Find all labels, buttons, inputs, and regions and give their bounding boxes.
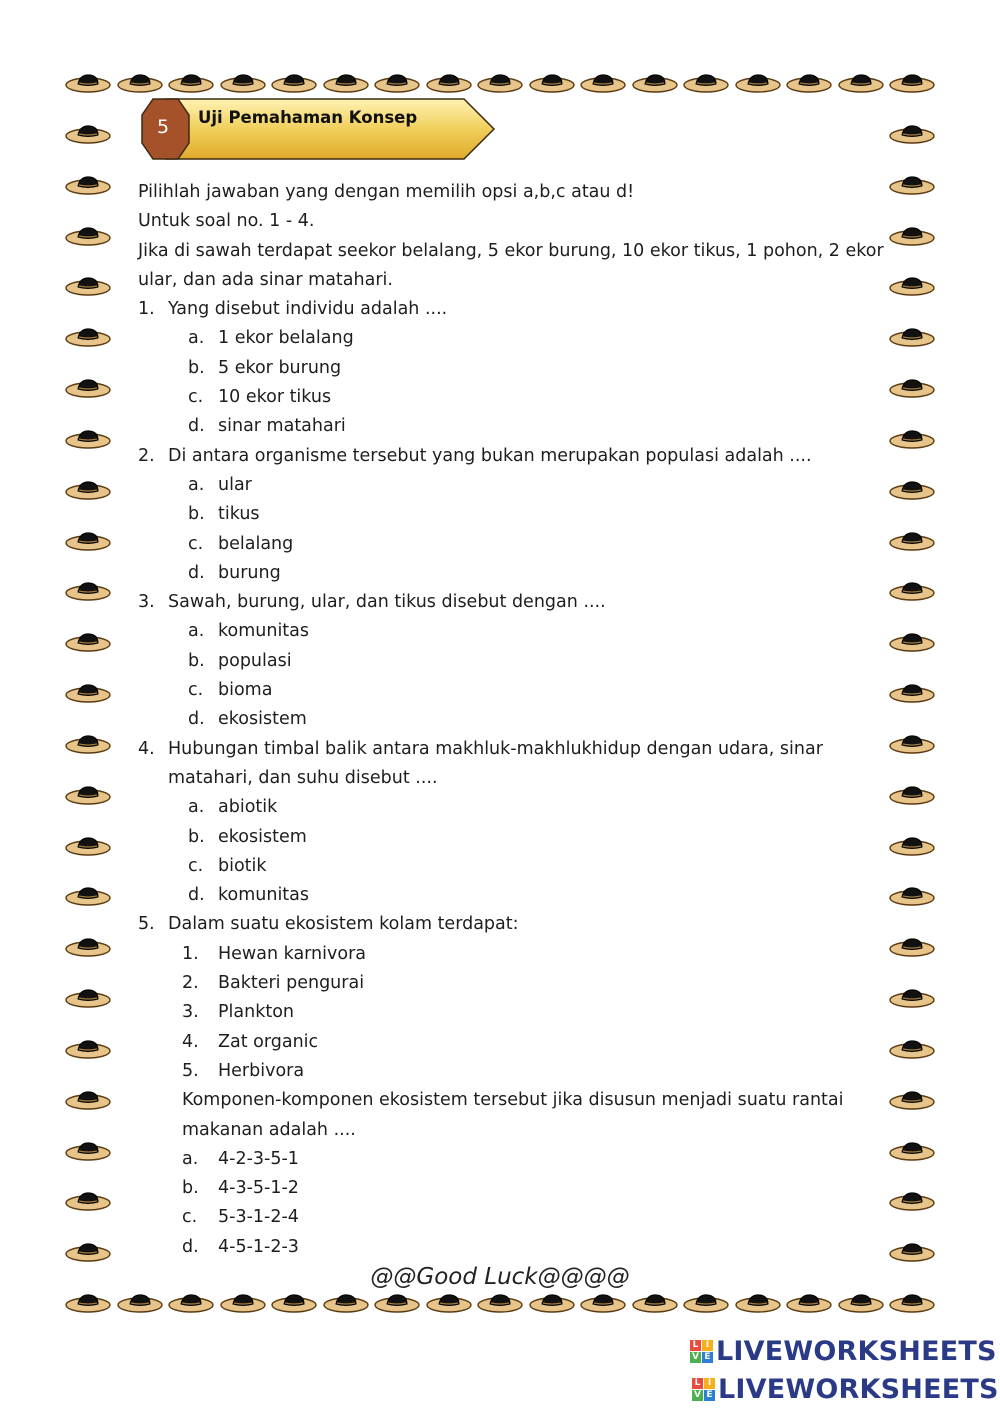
- option-text: populasi: [218, 650, 292, 671]
- option-text: sinar matahari: [218, 416, 346, 437]
- hat-icon: [888, 225, 936, 247]
- option-1d[interactable]: [138, 412, 868, 441]
- option-letter: c.: [188, 680, 204, 701]
- hat-icon: [167, 72, 215, 94]
- option-letter: d.: [188, 562, 205, 583]
- hat-icon: [167, 1292, 215, 1314]
- hat-icon: [64, 1241, 112, 1263]
- option-letter: d.: [182, 1236, 199, 1257]
- hat-icon: [64, 72, 112, 94]
- hat-icon: [785, 1292, 833, 1314]
- option-letter: a.: [188, 797, 205, 818]
- hat-icon: [888, 1190, 936, 1212]
- question-text: matahari, dan suhu disebut ....: [168, 767, 438, 788]
- hat-icon: [64, 377, 112, 399]
- question-5-prompt: makanan adalah ....: [182, 1119, 356, 1140]
- option-text: ular: [218, 474, 252, 495]
- item-text: Plankton: [218, 1002, 295, 1023]
- liveworksheets-logo-icon: [690, 1340, 713, 1363]
- item-text: Hewan karnivora: [218, 943, 366, 964]
- option-letter: b.: [188, 826, 205, 847]
- hat-icon: [888, 987, 936, 1009]
- hat-icon: [888, 682, 936, 704]
- question-number: 2.: [138, 445, 155, 466]
- watermark-text: LIVEWORKSHEETS: [716, 1336, 997, 1367]
- hat-icon: [476, 72, 524, 94]
- logo-letter: V: [692, 1390, 703, 1401]
- hat-icon: [837, 1292, 885, 1314]
- hat-icon: [888, 123, 936, 145]
- option-3a[interactable]: [138, 617, 868, 646]
- hat-icon: [64, 479, 112, 501]
- option-5a[interactable]: [138, 1145, 868, 1174]
- component-item: [138, 998, 868, 1027]
- question-number: 3.: [138, 592, 155, 613]
- hat-icon: [476, 1292, 524, 1314]
- question-text: Dalam suatu ekosistem kolam terdapat:: [168, 914, 519, 935]
- hat-icon: [425, 72, 473, 94]
- hat-icon: [888, 428, 936, 450]
- option-letter: b.: [188, 357, 205, 378]
- question-4: [138, 735, 868, 764]
- logo-letter: E: [704, 1390, 715, 1401]
- hat-icon: [579, 1292, 627, 1314]
- option-text: ekosistem: [218, 709, 307, 730]
- hat-icon: [888, 1038, 936, 1060]
- option-text: bioma: [218, 680, 273, 701]
- logo-letter: L: [692, 1378, 703, 1389]
- option-5c[interactable]: [138, 1203, 868, 1232]
- item-number: 2.: [182, 973, 199, 994]
- hat-icon: [116, 72, 164, 94]
- section-banner: [138, 98, 498, 160]
- question-number: 5.: [138, 914, 155, 935]
- hat-icon: [64, 1292, 112, 1314]
- option-letter: b.: [182, 1178, 199, 1199]
- hat-icon: [270, 1292, 318, 1314]
- question-1: [138, 295, 868, 324]
- item-text: Zat organic: [218, 1031, 319, 1052]
- option-text: abiotik: [218, 797, 278, 818]
- hat-icon: [219, 1292, 267, 1314]
- option-3c[interactable]: [138, 676, 868, 705]
- hat-icon: [888, 784, 936, 806]
- hat-icon: [373, 72, 421, 94]
- option-text: 4-5-1-2-3: [218, 1236, 299, 1257]
- option-text: tikus: [218, 504, 260, 525]
- hat-icon: [888, 275, 936, 297]
- instruction-line: Untuk soal no. 1 - 4.: [138, 211, 315, 232]
- option-letter: c.: [182, 1207, 198, 1228]
- question-number: 1.: [138, 299, 155, 320]
- hat-icon: [888, 835, 936, 857]
- option-1a[interactable]: [138, 324, 868, 353]
- hat-icon: [785, 72, 833, 94]
- good-luck-footer: @@Good Luck@@@@: [370, 1264, 630, 1290]
- hat-icon: [888, 733, 936, 755]
- option-2b[interactable]: [138, 500, 868, 529]
- option-2d[interactable]: [138, 559, 868, 588]
- option-text: biotik: [218, 855, 267, 876]
- hat-icon: [579, 72, 627, 94]
- logo-letter: I: [702, 1340, 713, 1351]
- item-number: 1.: [182, 943, 199, 964]
- hat-icon: [64, 1140, 112, 1162]
- question-number: 4.: [138, 738, 155, 759]
- hat-icon: [425, 1292, 473, 1314]
- component-item: [138, 969, 868, 998]
- hat-icon: [888, 1089, 936, 1111]
- question-5-prompt: Komponen-komponen ekosistem tersebut jika disusun menjadi suatu rantai: [182, 1090, 844, 1111]
- option-letter: a.: [188, 328, 205, 349]
- hat-icon: [682, 1292, 730, 1314]
- option-text: 10 ekor tikus: [218, 387, 332, 408]
- hat-icon: [888, 72, 936, 94]
- option-letter: a.: [182, 1148, 199, 1169]
- hat-icon: [64, 784, 112, 806]
- hat-icon: [64, 580, 112, 602]
- option-3d[interactable]: [138, 705, 868, 734]
- watermark: [692, 1374, 999, 1405]
- watermark-text: LIVEWORKSHEETS: [718, 1374, 999, 1405]
- hat-icon: [734, 1292, 782, 1314]
- logo-letter: I: [704, 1378, 715, 1389]
- hat-icon: [64, 530, 112, 552]
- section-number: 5: [156, 116, 170, 138]
- option-4d[interactable]: [138, 881, 868, 910]
- hat-icon: [116, 1292, 164, 1314]
- option-letter: a.: [188, 621, 205, 642]
- hat-icon: [270, 72, 318, 94]
- hat-icon: [64, 123, 112, 145]
- item-text: Bakteri pengurai: [218, 973, 365, 994]
- hat-icon: [219, 72, 267, 94]
- option-text: komunitas: [218, 885, 310, 906]
- item-text: Herbivora: [218, 1060, 305, 1081]
- instruction-line: Jika di sawah terdapat seekor belalang, 5 ekor burung, 10 ekor tikus, 1 pohon, 2 ekor: [138, 240, 884, 261]
- hat-icon: [64, 682, 112, 704]
- question-5: [138, 910, 868, 939]
- option-3b[interactable]: [138, 647, 868, 676]
- worksheet-content: [138, 178, 884, 1262]
- question-4-continued: [138, 764, 868, 793]
- option-letter: d.: [188, 709, 205, 730]
- hat-icon: [64, 174, 112, 196]
- option-1b[interactable]: [138, 354, 868, 383]
- hat-icon: [64, 225, 112, 247]
- hat-icon: [888, 479, 936, 501]
- hat-icon: [322, 1292, 370, 1314]
- question-text: Sawah, burung, ular, dan tikus disebut dengan ....: [168, 592, 606, 613]
- hat-icon: [373, 1292, 421, 1314]
- option-letter: d.: [188, 885, 205, 906]
- hat-icon: [888, 377, 936, 399]
- question-2: [138, 442, 868, 471]
- option-text: 1 ekor belalang: [218, 328, 354, 349]
- option-letter: c.: [188, 387, 204, 408]
- hat-icon: [888, 631, 936, 653]
- logo-letter: L: [690, 1340, 701, 1351]
- item-number: 3.: [182, 1002, 199, 1023]
- hat-icon: [64, 733, 112, 755]
- hat-icon: [837, 72, 885, 94]
- option-letter: b.: [188, 504, 205, 525]
- hat-icon: [64, 885, 112, 907]
- question-text: Di antara organisme tersebut yang bukan merupakan populasi adalah ....: [168, 445, 812, 466]
- option-2a[interactable]: [138, 471, 868, 500]
- hat-icon: [64, 275, 112, 297]
- hat-icon: [888, 174, 936, 196]
- option-5d[interactable]: [138, 1233, 868, 1262]
- option-5b[interactable]: [138, 1174, 868, 1203]
- component-item: [138, 1057, 868, 1086]
- option-letter: b.: [188, 650, 205, 671]
- watermark: [690, 1336, 997, 1367]
- hat-icon: [631, 72, 679, 94]
- question-3: [138, 588, 868, 617]
- option-text: 5-3-1-2-4: [218, 1207, 299, 1228]
- hat-icon: [734, 72, 782, 94]
- hat-icon: [682, 72, 730, 94]
- option-text: 5 ekor burung: [218, 357, 342, 378]
- option-1c[interactable]: [138, 383, 868, 412]
- hat-icon: [64, 631, 112, 653]
- hat-icon: [888, 326, 936, 348]
- hat-icon: [322, 72, 370, 94]
- option-letter: c.: [188, 533, 204, 554]
- option-4b[interactable]: [138, 823, 868, 852]
- logo-letter: E: [702, 1352, 713, 1363]
- option-4c[interactable]: [138, 852, 868, 881]
- hat-icon: [888, 1241, 936, 1263]
- option-letter: d.: [188, 416, 205, 437]
- option-text: 4-3-5-1-2: [218, 1178, 299, 1199]
- hat-icon: [64, 987, 112, 1009]
- hat-icon: [528, 1292, 576, 1314]
- option-text: 4-2-3-5-1: [218, 1148, 299, 1169]
- item-number: 4.: [182, 1031, 199, 1052]
- option-text: burung: [218, 562, 281, 583]
- option-text: ekosistem: [218, 826, 307, 847]
- hat-icon: [528, 72, 576, 94]
- option-letter: c.: [188, 855, 204, 876]
- hat-icon: [64, 835, 112, 857]
- option-text: belalang: [218, 533, 294, 554]
- question-text: Yang disebut individu adalah ....: [168, 299, 448, 320]
- hat-icon: [888, 530, 936, 552]
- hat-icon: [888, 1140, 936, 1162]
- option-text: komunitas: [218, 621, 310, 642]
- hat-icon: [64, 1089, 112, 1111]
- option-2c[interactable]: [138, 530, 868, 559]
- component-item: [138, 940, 868, 969]
- option-4a[interactable]: [138, 793, 868, 822]
- hat-icon: [888, 1292, 936, 1314]
- hat-icon: [64, 326, 112, 348]
- section-title: Uji Pemahaman Konsep: [198, 108, 418, 127]
- instruction-line: Pilihlah jawaban yang dengan memilih opsi a,b,c atau d!: [138, 182, 635, 202]
- hat-icon: [888, 936, 936, 958]
- question-text: Hubungan timbal balik antara makhluk-makhlukhidup dengan udara, sinar: [168, 738, 823, 759]
- hat-icon: [631, 1292, 679, 1314]
- option-letter: a.: [188, 474, 205, 495]
- component-item: [138, 1028, 868, 1057]
- logo-letter: V: [690, 1352, 701, 1363]
- hat-icon: [64, 1190, 112, 1212]
- liveworksheets-logo-icon: [692, 1378, 715, 1401]
- instruction-line: ular, dan ada sinar matahari.: [138, 269, 393, 290]
- hat-icon: [64, 1038, 112, 1060]
- item-number: 5.: [182, 1060, 199, 1081]
- hat-icon: [64, 936, 112, 958]
- hat-icon: [64, 428, 112, 450]
- hat-icon: [888, 885, 936, 907]
- hat-icon: [888, 580, 936, 602]
